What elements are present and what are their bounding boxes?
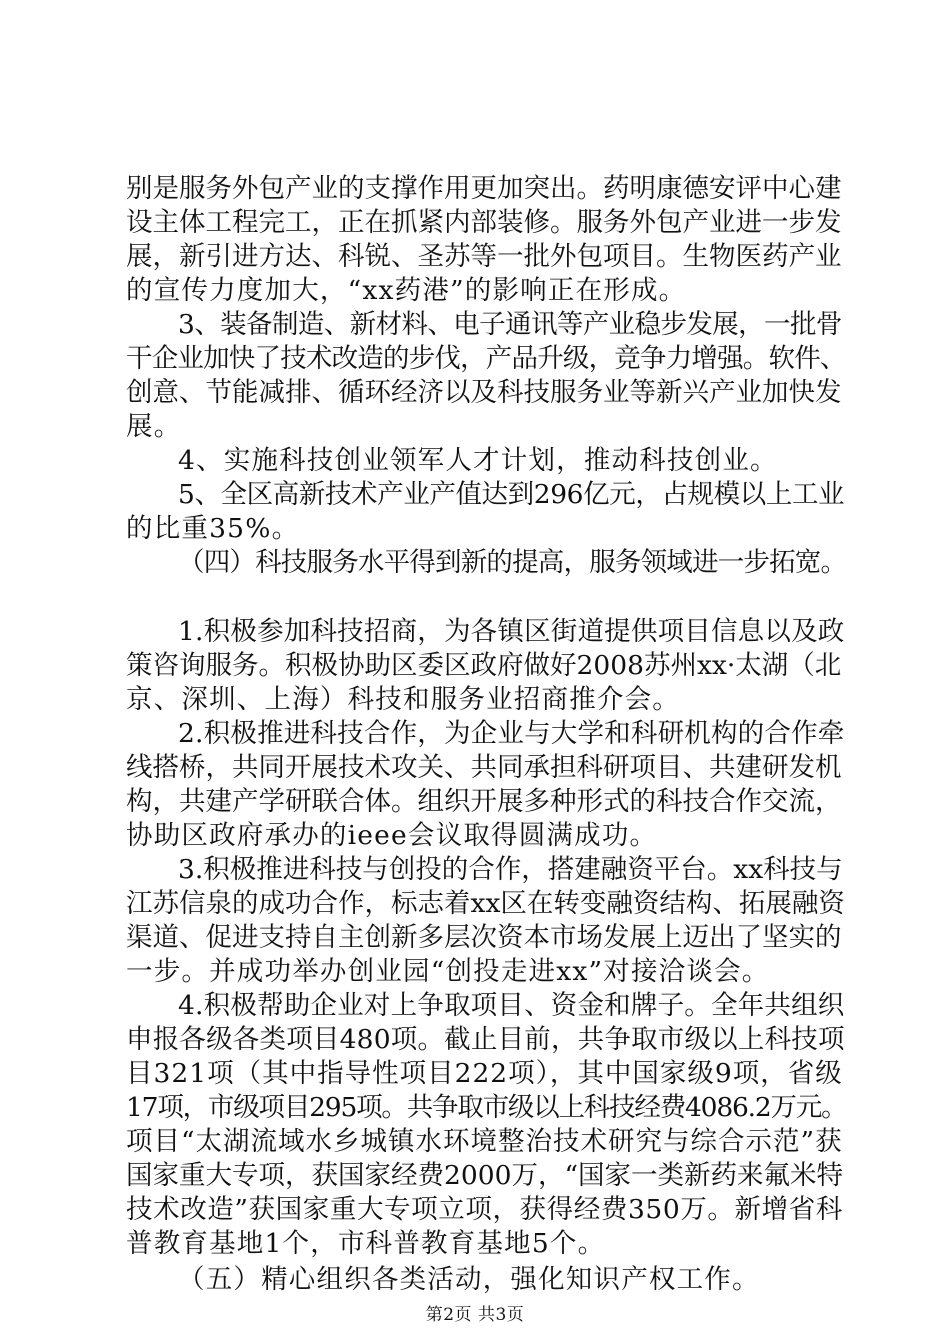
text-line: 别是服务外包产业的支撑作用更加突出。药明康德安评中心建 — [126, 173, 842, 204]
text-line: 4.积极帮助企业对上争取项目、资金和牌子。全年共组织 — [178, 990, 845, 1021]
text-line: 创意、节能减排、循环经济以及科技服务业等新兴产业加快发 — [126, 377, 842, 408]
text-line: 3.积极推进科技与创投的合作，搭建融资平台。xx科技与 — [178, 854, 843, 885]
text-line: 申报各级各类项目480项。截止目前，共争取市级以上科技项 — [126, 1024, 845, 1055]
text-line: 协助区政府承办的ieee会议取得圆满成功。 — [126, 820, 658, 851]
text-line: 京、深圳、上海）科技和服务业招商推介会。 — [126, 684, 680, 715]
text-line: 5、全区高新技术产业产值达到296亿元，占规模以上工业 — [178, 479, 845, 510]
section-heading: （四）科技服务水平得到新的提高，服务领域进一步拓宽。 — [178, 547, 847, 578]
text-line: 展，新引进方达、科锐、圣苏等一批外包项目。生物医药产业 — [126, 241, 842, 272]
text-line: 3、装备制造、新材料、电子通讯等产业稳步发展，一批骨 — [178, 309, 842, 340]
text-line: 技术改造”获国家重大专项立项，获得经费350万。新增省科 — [126, 1194, 843, 1225]
text-line: 干企业加快了技术改造的步伐，产品升级，竞争力增强。软件、 — [126, 343, 846, 374]
text-line: 的比重35%。 — [126, 513, 300, 544]
text-line: 展。 — [126, 411, 182, 442]
text-line: 2.积极推进科技合作，为企业与大学和科研机构的合作牵 — [178, 718, 845, 749]
section-heading: （五）精心组织各类活动，强化知识产权工作。 — [178, 1264, 760, 1295]
text-line: 策咨询服务。积极协助区委区政府做好2008苏州xx·太湖（北 — [126, 650, 842, 681]
text-line: 普教育基地1个，市科普教育基地5个。 — [126, 1228, 606, 1259]
text-line: 的宣传力度加大，“xx药港”的影响正在形成。 — [126, 275, 687, 306]
text-line: 构，共建产学研联合体。组织开展多种形式的科技合作交流， — [126, 786, 842, 817]
text-line: 4、实施科技创业领军人才计划，推动科技创业。 — [178, 445, 778, 476]
text-line: 国家重大专项，获国家经费2000万，“国家一类新药来氟米特 — [126, 1160, 843, 1191]
text-line: 目321项（其中指导性项目222项），其中国家级9项，省级 — [126, 1058, 843, 1089]
text-line: 1.积极参加科技招商，为各镇区街道提供项目信息以及政 — [178, 616, 845, 647]
text-line: 17项，市级项目295项。共争取市级以上科技经费4086.2万元。 — [126, 1092, 847, 1123]
text-line: 设主体工程完工，正在抓紧内部装修。服务外包产业进一步发 — [126, 207, 842, 238]
text-line: 江苏信泉的成功合作，标志着xx区在转变融资结构、拓展融资 — [126, 888, 845, 919]
text-line: 一步。并成功举办创业园“创投走进xx”对接洽谈会。 — [126, 956, 770, 987]
page-number-footer: 第2页 共3页 — [425, 1305, 525, 1325]
text-line: 渠道、促进支持自主创新多层次资本市场发展上迈出了坚实的 — [126, 922, 842, 953]
text-line: 线搭桥，共同开展技术攻关、共同承担科研项目、共建研发机 — [126, 752, 842, 783]
text-line: 项目“太湖流域水乡城镇水环境整治技术研究与综合示范”获 — [126, 1126, 843, 1157]
